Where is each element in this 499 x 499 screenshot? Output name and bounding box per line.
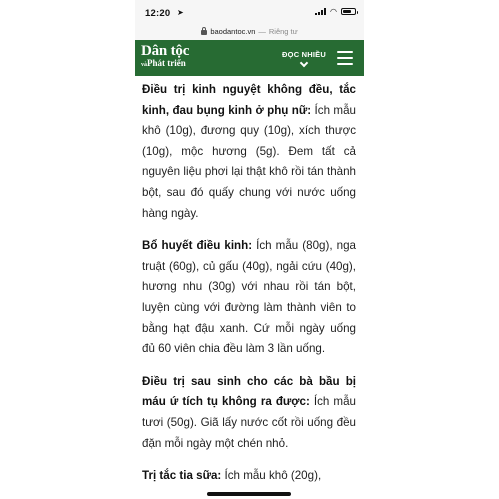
paragraph-heading: Điều trị sau sinh cho các bà bầu bị máu ứ tích tụ không ra được:: [142, 374, 356, 409]
battery-icon: [341, 8, 356, 15]
home-indicator[interactable]: [207, 492, 291, 496]
paragraph-text: Ích mẫu khô (20g),: [221, 469, 322, 483]
paragraph-text: Ích mẫu (80g), nga truật (60g), củ gấu (40g), ngải cứu (40g), hương nhu (30g) với nhau rồi tán bột, luyện cùng với đường làm thành viên to bằng hạt đậu xanh. Cứ mỗi ngày uống đủ 60 viên chia đều làm 3 lần uống.: [142, 239, 356, 356]
status-bar: [135, 0, 364, 22]
paragraph-heading: Bổ huyết điều kinh:: [142, 239, 253, 253]
popular-menu-button[interactable]: [277, 50, 331, 72]
hamburger-menu-icon[interactable]: [337, 51, 353, 65]
url-domain: baodantoc.vn: [210, 26, 256, 36]
browser-chrome: [135, 0, 364, 40]
status-icons: [315, 8, 356, 15]
location-arrow-icon: ➤: [177, 8, 184, 17]
private-mode-label: Riêng tư: [268, 26, 298, 36]
site-header: [135, 40, 364, 76]
phone-screen: [135, 0, 364, 499]
paragraph-heading: Trị tắc tia sữa:: [142, 469, 222, 483]
status-time: 12:20: [145, 8, 171, 19]
article-paragraph: [142, 236, 356, 360]
signal-icon: [315, 8, 326, 15]
chevron-down-icon: [300, 59, 308, 67]
article-paragraph: [142, 466, 356, 487]
wifi-icon: ◠: [330, 7, 337, 16]
url-bar[interactable]: [135, 22, 364, 40]
paragraph-heading: Điều trị kinh nguyệt không đều, tắc kinh, đau bụng kinh ở phụ nữ:: [142, 83, 356, 117]
popular-label: ĐỌC NHIỀU: [282, 50, 326, 59]
paragraph-text: Ích mẫu khô (10g), đương quy (10g), xích thược (10g), mộc hương (5g). Đem tất cả nguyên liệu phơi lại thật khô rồi tán thành bột, sau đó quấy chung với nước uống hàng ngày.: [142, 103, 356, 220]
article-paragraph: [142, 80, 356, 224]
url-separator: —: [258, 26, 266, 36]
article-paragraph: [142, 372, 356, 454]
lock-icon: [201, 30, 207, 35]
article-body: [142, 80, 356, 499]
logo-sub-text: vàPhát triển: [141, 58, 186, 68]
paragraph-text: Ích mẫu tươi (50g). Giã lấy nước cốt rồi uống đều đặn mỗi ngày một chén nhỏ.: [142, 395, 356, 450]
site-logo[interactable]: [141, 44, 205, 72]
logo-main-text: Dân tộc: [141, 43, 190, 59]
